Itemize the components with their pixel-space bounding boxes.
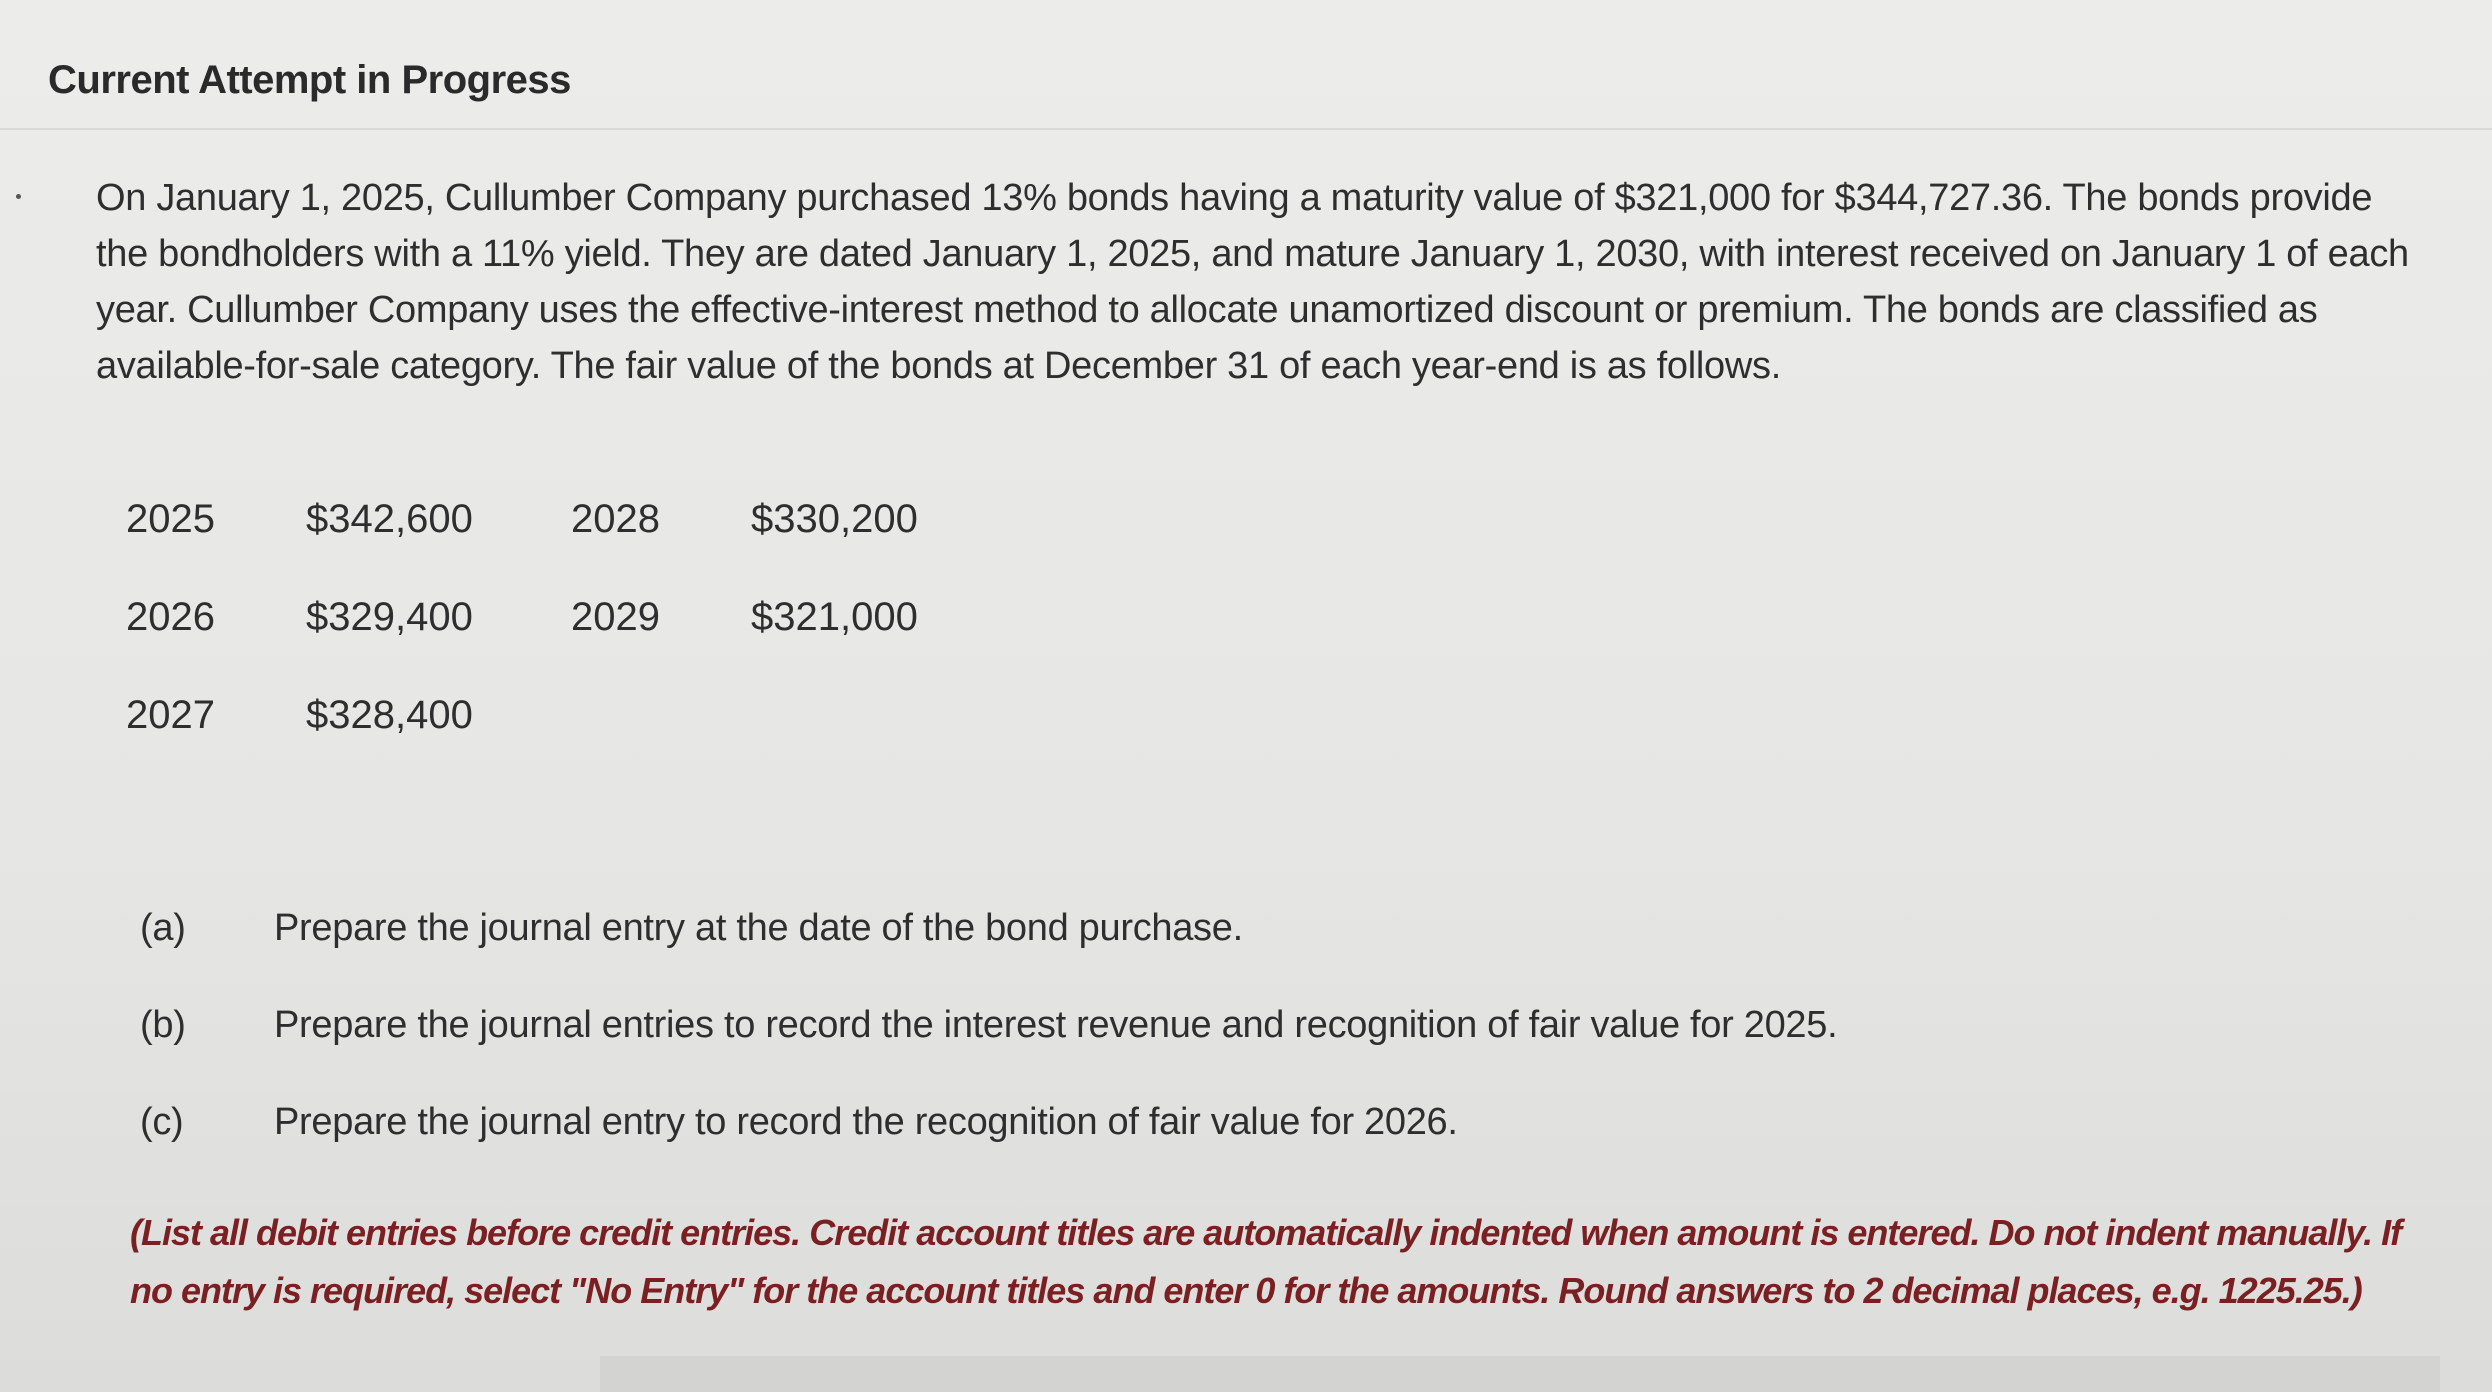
entry-instructions: (List all debit entries before credit entries. Credit account titles are automatically indented when amount is entered. Do not indent manually. If no entry is required, select "No Entry" for the account titles and enter 0 for the amounts. Round answers to 2 decimal places, e.g. 1225.25.) [130, 1212, 2402, 1311]
fair-value-row [126, 568, 1016, 666]
question-label: (b) [140, 1004, 186, 1046]
question-item [140, 977, 1837, 1074]
header-divider [0, 128, 2492, 130]
fair-value-year: 2026 [126, 594, 215, 639]
fair-value-amount: $342,600 [306, 496, 473, 541]
question-item [140, 1074, 1837, 1171]
fair-value-amount: $328,400 [306, 692, 473, 737]
answer-area-edge [600, 1356, 2440, 1392]
fair-value-year: 2029 [571, 594, 660, 639]
fair-value-amount: $330,200 [751, 496, 918, 541]
fair-value-amount: $329,400 [306, 594, 473, 639]
fair-value-table [126, 470, 1016, 764]
fair-value-year: 2028 [571, 496, 660, 541]
bullet-dot [16, 194, 21, 199]
fair-value-year: 2025 [126, 496, 215, 541]
fair-value-amount: $321,000 [751, 594, 918, 639]
fair-value-row [126, 470, 1016, 568]
question-label: (c) [140, 1101, 184, 1143]
question-text: Prepare the journal entry to record the recognition of fair value for 2026. [274, 1101, 1458, 1143]
question-list [140, 880, 1837, 1171]
fair-value-year: 2027 [126, 692, 215, 737]
problem-statement: On January 1, 2025, Cullumber Company purchased 13% bonds having a maturity value of $321,000 for $344,727.36. The bonds provide the bondholders with a 11% yield. They are dated January 1, 2025, and mature January 1, 2030, with interest received on January 1 of each year. Cullumber Company uses the effective-interest method to allocate unamortized discount or premium. The bonds are classified as available-for-sale category. The fair value of the bonds at December 31 of each year-end is as follows. [96, 177, 2409, 387]
question-item [140, 880, 1837, 977]
attempt-status-title: Current Attempt in Progress [48, 58, 571, 102]
fair-value-row [126, 666, 1016, 764]
question-label: (a) [140, 907, 186, 949]
question-text: Prepare the journal entry at the date of the bond purchase. [274, 907, 1243, 949]
question-text: Prepare the journal entries to record the interest revenue and recognition of fair value for 2025. [274, 1004, 1838, 1046]
